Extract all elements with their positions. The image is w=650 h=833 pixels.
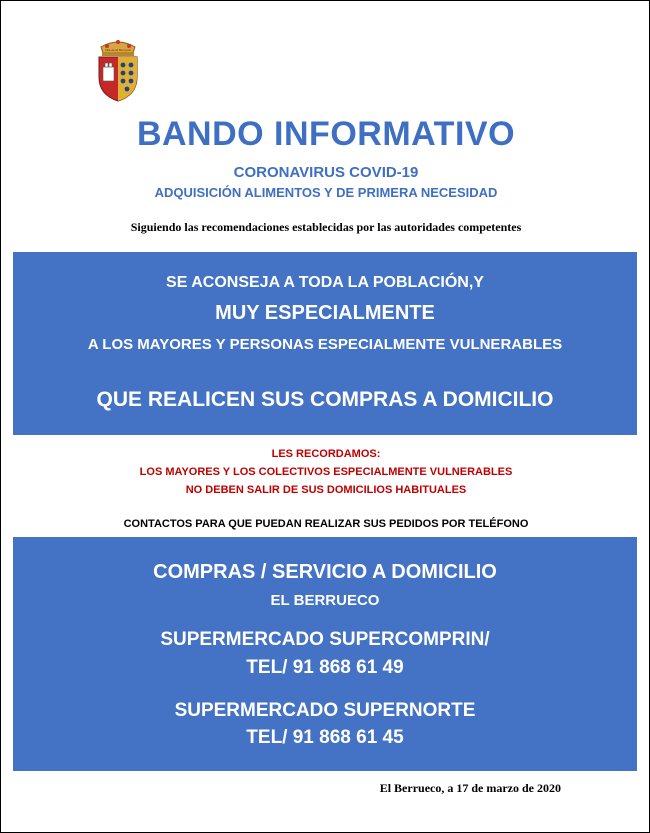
- shop-1-phone: TEL/ 91 868 61 49: [246, 657, 404, 678]
- subtitle-food: ADQUISICIÓN ALIMENTOS Y DE PRIMERA NECESIDAD: [154, 185, 498, 200]
- advice-line-3: A LOS MAYORES Y PERSONAS ESPECIALMENTE VULNERABLES: [87, 336, 563, 353]
- service-heading: COMPRAS / SERVICIO A DOMICILIO: [153, 561, 497, 583]
- reminder-line-1: LOS MAYORES Y LOS COLECTIVOS ESPECIALMENTE VULNERABLES: [139, 466, 513, 478]
- crest-motto: Villa de El Berrueco: [104, 48, 132, 52]
- contacts-intro: CONTACTOS PARA QUE PUEDAN REALIZAR SUS PEDIDOS POR TELÉFONO: [123, 518, 529, 530]
- signature-date: El Berrueco, a 17 de marzo de 2020: [379, 781, 561, 795]
- shop-2-name: SUPERMERCADO SUPERNORTE: [174, 700, 476, 721]
- intro-text: Siguiendo las recomendaciones establecidas por las autoridades competentes: [130, 220, 522, 234]
- advice-line-2: MUY ESPECIALMENTE: [215, 302, 435, 324]
- page-title: BANDO INFORMATIVO: [136, 115, 516, 153]
- advice-box: [13, 252, 637, 435]
- service-box: [13, 537, 637, 771]
- subtitle-covid: CORONAVIRUS COVID-19: [233, 164, 419, 181]
- reminder-heading: LES RECORDAMOS:: [271, 448, 381, 460]
- advice-line-1: SE ACONSEJA A TODA LA POBLACIÓN,Y: [166, 274, 484, 291]
- advice-line-4: QUE REALICEN SUS COMPRAS A DOMICILIO: [96, 388, 554, 411]
- service-town: EL BERRUECO: [270, 592, 380, 609]
- reminder-line-2: NO DEBEN SALIR DE SUS DOMICILIOS HABITUALES: [185, 484, 467, 496]
- coat-of-arms-icon: [89, 37, 147, 103]
- shop-1-name: SUPERMERCADO SUPERCOMPRIN/: [160, 629, 490, 650]
- shop-2-phone: TEL/ 91 868 61 45: [246, 727, 404, 748]
